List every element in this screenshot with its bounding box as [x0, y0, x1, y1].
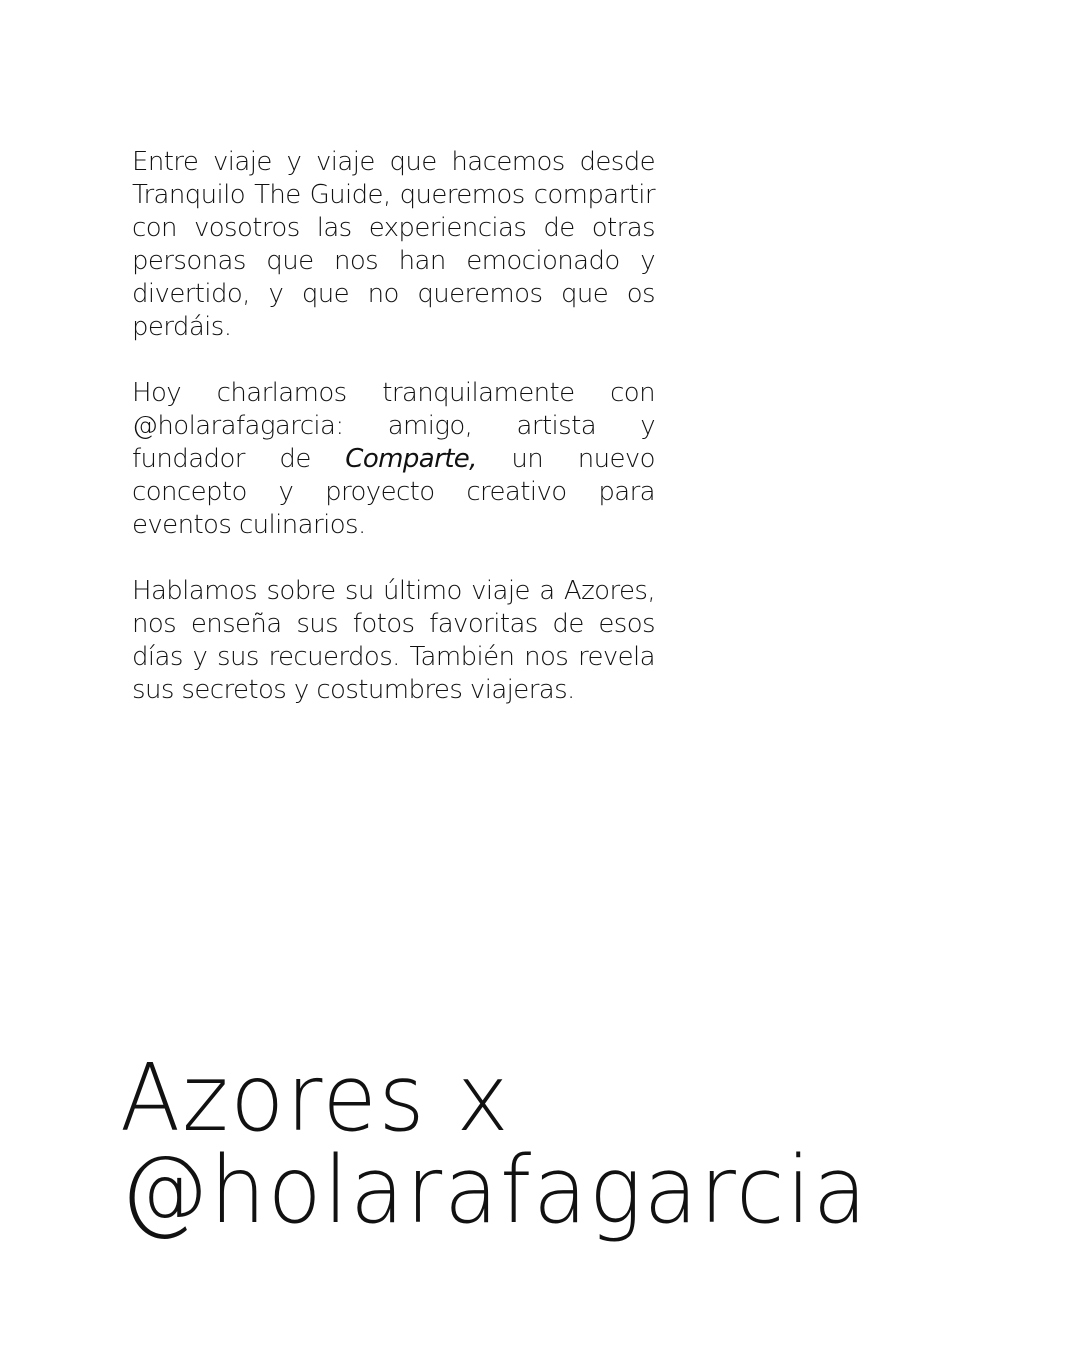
intro-paragraph-2 [132, 377, 655, 542]
headline-line-1: Azores x [120, 1043, 511, 1152]
comparte-emphasis: Comparte, [345, 444, 477, 474]
headline-line-2: @holarafagarcia [120, 1135, 869, 1244]
headline [120, 1043, 1020, 1244]
intro-paragraph-2-start: Hoy charlamos tranquilamente con @holarafagarcia: amigo, artista y fundador de [132, 378, 655, 474]
intro-text [132, 146, 655, 740]
intro-paragraph-2-end: un nuevo concepto y proyecto creativo para eventos culinarios. [132, 444, 655, 540]
intro-paragraph-3: Hablamos sobre su último viaje a Azores, nos enseña sus fotos favoritas de esos días y sus recuerdos. También nos revela sus secretos y costumbres viajeras. [132, 576, 655, 705]
intro-paragraph-1: Entre viaje y viaje que hacemos desde Tranquilo The Guide, queremos compartir con vosotros las experiencias de otras personas que nos han emocionado y divertido, y que no queremos que os perdáis. [132, 147, 655, 342]
